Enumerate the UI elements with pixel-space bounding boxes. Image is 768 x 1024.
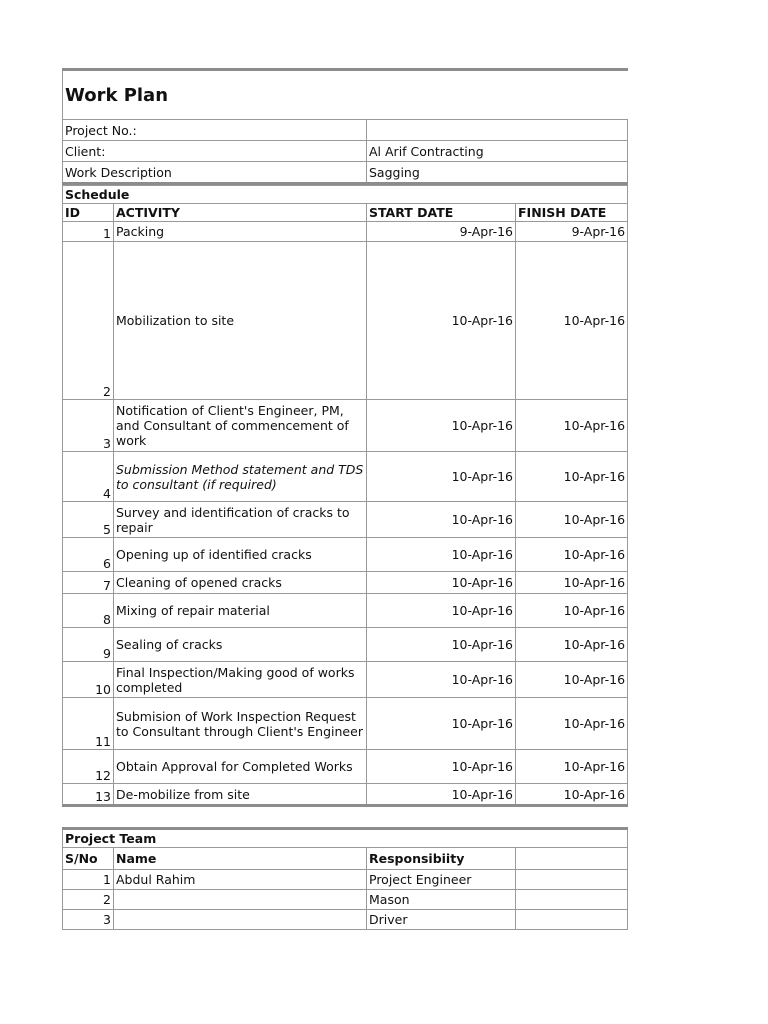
schedule-row (63, 222, 628, 242)
schedule-start-date-cell: 10-Apr-16 (367, 594, 516, 628)
schedule-body (63, 222, 628, 806)
schedule-activity-cell: Mobilization to site (114, 242, 367, 400)
column-header-start-date: START DATE (367, 204, 516, 222)
header-table (62, 68, 628, 185)
team-sno-cell: 1 (63, 870, 114, 890)
schedule-id-cell: 5 (63, 502, 114, 538)
team-sno-cell: 3 (63, 910, 114, 930)
schedule-finish-date-cell: 10-Apr-16 (516, 662, 628, 698)
schedule-row (63, 452, 628, 502)
schedule-header-row (63, 204, 628, 222)
info-label: Work Description (63, 162, 367, 184)
team-table (62, 827, 628, 930)
schedule-row (63, 698, 628, 750)
info-value: Sagging (367, 162, 628, 184)
info-row-client (63, 141, 628, 162)
team-row (63, 910, 628, 930)
schedule-start-date-cell: 10-Apr-16 (367, 750, 516, 784)
schedule-row (63, 242, 628, 400)
schedule-finish-date-cell: 10-Apr-16 (516, 242, 628, 400)
team-row (63, 890, 628, 910)
team-row (63, 870, 628, 890)
schedule-start-date-cell: 10-Apr-16 (367, 242, 516, 400)
schedule-row (63, 750, 628, 784)
schedule-finish-date-cell: 10-Apr-16 (516, 502, 628, 538)
team-extra-cell (516, 890, 628, 910)
schedule-activity-cell: Sealing of cracks (114, 628, 367, 662)
info-value: Al Arif Contracting (367, 141, 628, 162)
schedule-finish-date-cell: 9-Apr-16 (516, 222, 628, 242)
schedule-id-cell: 11 (63, 698, 114, 750)
team-extra-cell (516, 910, 628, 930)
schedule-id-cell: 2 (63, 242, 114, 400)
schedule-id-cell: 9 (63, 628, 114, 662)
schedule-activity-cell: Submission Method statement and TDS to consultant (if required) (114, 452, 367, 502)
schedule-id-cell: 13 (63, 784, 114, 806)
schedule-finish-date-cell: 10-Apr-16 (516, 784, 628, 806)
schedule-start-date-cell: 10-Apr-16 (367, 502, 516, 538)
schedule-activity-cell: Survey and identification of cracks to repair (114, 502, 367, 538)
team-header-row (63, 848, 628, 870)
schedule-activity-cell: Submision of Work Inspection Request to Consultant through Client's Engineer (114, 698, 367, 750)
info-label: Project No.: (63, 120, 367, 141)
schedule-row (63, 572, 628, 594)
team-responsibility-cell: Mason (367, 890, 516, 910)
schedule-id-cell: 4 (63, 452, 114, 502)
schedule-start-date-cell: 10-Apr-16 (367, 538, 516, 572)
schedule-id-cell: 12 (63, 750, 114, 784)
schedule-finish-date-cell: 10-Apr-16 (516, 698, 628, 750)
info-label: Client: (63, 141, 367, 162)
page-title: Work Plan (63, 70, 628, 120)
schedule-row (63, 538, 628, 572)
column-header-id: ID (63, 204, 114, 222)
column-header-sno: S/No (63, 848, 114, 870)
schedule-finish-date-cell: 10-Apr-16 (516, 594, 628, 628)
schedule-row (63, 400, 628, 452)
schedule-id-cell: 1 (63, 222, 114, 242)
column-header-name: Name (114, 848, 367, 870)
schedule-finish-date-cell: 10-Apr-16 (516, 750, 628, 784)
schedule-row (63, 502, 628, 538)
column-header-responsibility: Responsibiity (367, 848, 516, 870)
team-extra-cell (516, 870, 628, 890)
info-value (367, 120, 628, 141)
team-section-label: Project Team (63, 829, 628, 848)
schedule-id-cell: 8 (63, 594, 114, 628)
schedule-start-date-cell: 10-Apr-16 (367, 628, 516, 662)
schedule-finish-date-cell: 10-Apr-16 (516, 572, 628, 594)
schedule-activity-cell: Final Inspection/Making good of works completed (114, 662, 367, 698)
schedule-finish-date-cell: 10-Apr-16 (516, 628, 628, 662)
column-header-activity: ACTIVITY (114, 204, 367, 222)
team-sno-cell: 2 (63, 890, 114, 910)
team-name-cell (114, 910, 367, 930)
schedule-id-cell: 3 (63, 400, 114, 452)
schedule-id-cell: 7 (63, 572, 114, 594)
info-row-project-no (63, 120, 628, 141)
schedule-activity-cell: Obtain Approval for Completed Works (114, 750, 367, 784)
schedule-activity-cell: Mixing of repair material (114, 594, 367, 628)
team-responsibility-cell: Project Engineer (367, 870, 516, 890)
schedule-finish-date-cell: 10-Apr-16 (516, 400, 628, 452)
schedule-id-cell: 6 (63, 538, 114, 572)
info-row-work-description (63, 162, 628, 184)
schedule-start-date-cell: 10-Apr-16 (367, 572, 516, 594)
schedule-start-date-cell: 10-Apr-16 (367, 452, 516, 502)
schedule-finish-date-cell: 10-Apr-16 (516, 538, 628, 572)
schedule-start-date-cell: 9-Apr-16 (367, 222, 516, 242)
schedule-activity-cell: Notification of Client's Engineer, PM, and Consultant of commencement of work (114, 400, 367, 452)
schedule-start-date-cell: 10-Apr-16 (367, 662, 516, 698)
team-body (63, 870, 628, 930)
schedule-activity-cell: De-mobilize from site (114, 784, 367, 806)
schedule-finish-date-cell: 10-Apr-16 (516, 452, 628, 502)
team-responsibility-cell: Driver (367, 910, 516, 930)
schedule-row (63, 628, 628, 662)
schedule-row (63, 594, 628, 628)
schedule-section-label: Schedule (63, 186, 628, 204)
schedule-row (63, 662, 628, 698)
schedule-start-date-cell: 10-Apr-16 (367, 698, 516, 750)
schedule-row (63, 784, 628, 806)
team-name-cell: Abdul Rahim (114, 870, 367, 890)
team-name-cell (114, 890, 367, 910)
column-header-finish-date: FINISH DATE (516, 204, 628, 222)
schedule-activity-cell: Cleaning of opened cracks (114, 572, 367, 594)
schedule-start-date-cell: 10-Apr-16 (367, 400, 516, 452)
schedule-start-date-cell: 10-Apr-16 (367, 784, 516, 806)
schedule-activity-cell: Packing (114, 222, 367, 242)
column-header-extra (516, 848, 628, 870)
schedule-table (62, 185, 628, 807)
schedule-id-cell: 10 (63, 662, 114, 698)
schedule-activity-cell: Opening up of identified cracks (114, 538, 367, 572)
work-plan-sheet (62, 68, 627, 930)
